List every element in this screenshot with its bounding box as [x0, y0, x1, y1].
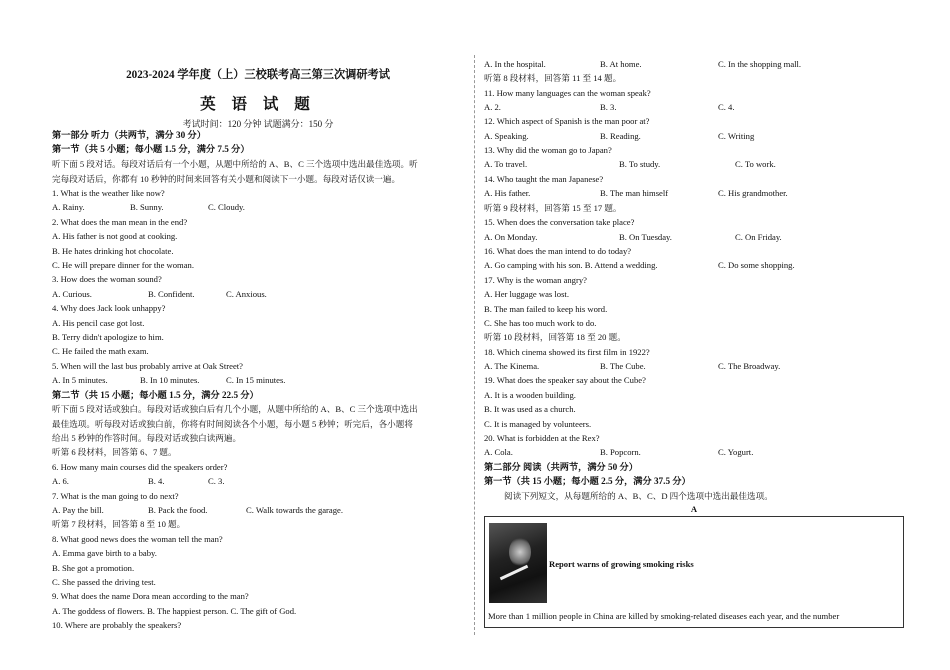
- material-note: 听第 8 段材料，回答第 11 至 14 题。: [484, 73, 622, 83]
- smoke-shape: [509, 537, 531, 567]
- article-title: Report warns of growing smoking risks: [549, 559, 694, 569]
- question-1-options: [52, 201, 245, 213]
- option: B. Confident.: [148, 289, 195, 299]
- passage-a-box: [484, 516, 904, 628]
- option: A. His pencil case got lost.: [52, 318, 145, 328]
- option: A. His father.: [484, 188, 531, 198]
- option: A. To travel.: [484, 159, 528, 169]
- option: B. 3.: [600, 102, 617, 112]
- section2-instructions-2: 最佳选项。听每段对话或独白前，你将有时间阅读各个小题，每小题 5 秒钟；听完后，各小题将: [52, 419, 413, 429]
- option: B. In 10 minutes.: [140, 375, 200, 385]
- option: B. Reading.: [600, 131, 641, 141]
- question-5-options: [52, 374, 285, 386]
- option: C. Yogurt.: [718, 447, 754, 457]
- option: C. Do some shopping.: [718, 260, 795, 270]
- option: C. Anxious.: [226, 289, 267, 299]
- exam-info: 考试时间：120 分钟 试题满分：150 分: [182, 119, 334, 129]
- option: A. Her luggage was lost.: [484, 289, 569, 299]
- option: A. Cola.: [484, 447, 513, 457]
- question-19: 19. What does the speaker say about the Cube?: [484, 375, 646, 385]
- question-20-options: [484, 446, 753, 458]
- option: C. Cloudy.: [208, 202, 245, 212]
- question-18: 18. Which cinema showed its first film in 1922?: [484, 347, 650, 357]
- material-note: 听第 10 段材料，回答第 18 至 20 题。: [484, 332, 626, 342]
- option: B. He hates drinking hot chocolate.: [52, 246, 174, 256]
- part2-instructions: 阅读下列短文，从每题所给的 A、B、C、D 四个选项中选出最佳选项。: [504, 491, 773, 501]
- material-note: 听第 9 段材料，回答第 15 至 17 题。: [484, 203, 622, 213]
- material-note: 听第 6 段材料，回答第 6、7 题。: [52, 447, 177, 457]
- option: A. The Kinema.: [484, 361, 540, 371]
- passage-label: A: [690, 504, 698, 514]
- question-14: 14. Who taught the man Japanese?: [484, 174, 604, 184]
- question-17: 17. Why is the woman angry?: [484, 275, 587, 285]
- option: C. 4.: [718, 102, 735, 112]
- question-4: 4. Why does Jack look unhappy?: [52, 303, 166, 313]
- question-15: 15. When does the conversation take place?: [484, 217, 635, 227]
- option: B. The man himself: [600, 188, 669, 198]
- question-14-options: [484, 187, 788, 199]
- subject-title: 英 语 试 题: [200, 96, 316, 113]
- section2-heading: 第二节（共 15 小题；每小题 1.5 分，满分 22.5 分）: [52, 390, 259, 400]
- smoking-photo: [489, 523, 547, 603]
- question-10-options: [484, 58, 801, 70]
- option: B. 4.: [148, 476, 165, 486]
- part2-section1-heading: 第一节（共 15 小题；每小题 2.5 分，满分 37.5 分）: [484, 476, 691, 486]
- question-7-options: [52, 504, 343, 516]
- option: B. At home.: [600, 59, 642, 69]
- option: A. Curious.: [52, 289, 92, 299]
- option: C. She has too much work to do.: [484, 318, 597, 328]
- section1-heading: 第一节（共 5 小题；每小题 1.5 分，满分 7.5 分）: [52, 144, 250, 154]
- option: A. 6.: [52, 476, 69, 486]
- section1-instructions: 听下面 5 段对话。每段对话后有一个小题，从题中所给的 A、B、C 三个选项中选出最佳选项。听: [52, 159, 418, 169]
- option: B. On Tuesday.: [619, 232, 672, 242]
- question-1: 1. What is the weather like now?: [52, 188, 165, 198]
- option: B. Terry didn't apologize to him.: [52, 332, 164, 342]
- option: B. Pack the food.: [148, 505, 208, 515]
- option: A. Speaking.: [484, 131, 529, 141]
- option: A. In 5 minutes.: [52, 375, 108, 385]
- option: A. It is a wooden building.: [484, 390, 576, 400]
- question-3: 3. How does the woman sound?: [52, 274, 162, 284]
- question-10: 10. Where are probably the speakers?: [52, 620, 182, 630]
- question-11-options: [484, 101, 734, 113]
- option: A. In the hospital.: [484, 59, 546, 69]
- section2-instructions: 听下面 5 段对话或独白。每段对话或独白后有几个小题，从题中所给的 A、B、C 三个选项中选出: [52, 404, 418, 414]
- option: A. On Monday.: [484, 232, 538, 242]
- question-15-options: [484, 231, 782, 243]
- question-6-options: [52, 475, 224, 487]
- cigarette-shape: [500, 565, 528, 580]
- question-13: 13. Why did the woman go to Japan?: [484, 145, 612, 155]
- option: C. 3.: [208, 476, 225, 486]
- option: C. It is managed by volunteers.: [484, 419, 592, 429]
- option: B. Sunny.: [130, 202, 164, 212]
- question-3-options: [52, 288, 267, 300]
- question-12: 12. Which aspect of Spanish is the man poor at?: [484, 116, 650, 126]
- question-9: 9. What does the name Dora mean according to the man?: [52, 591, 249, 601]
- section2-instructions-3: 给出 5 秒钟的作答时间。每段对话或独白读两遍。: [52, 433, 242, 443]
- option: A. Pay the bill.: [52, 505, 104, 515]
- column-divider: [474, 55, 475, 635]
- question-5: 5. When will the last bus probably arrive at Oak Street?: [52, 361, 243, 371]
- option: A. His father is not good at cooking.: [52, 231, 178, 241]
- question-2: 2. What does the man mean in the end?: [52, 217, 188, 227]
- part1-heading: 第一部分 听力（共两节，满分 30 分）: [52, 130, 206, 140]
- option: B. To study.: [619, 159, 661, 169]
- section1-instructions-2: 完每段对话后，你都有 10 秒钟的时间来回答有关小题和阅读下一小题。每段对话仅读一遍。: [52, 174, 401, 184]
- option: C. Writing: [718, 131, 755, 141]
- option: C. She passed the driving test.: [52, 577, 156, 587]
- option: C. In the shopping mall.: [718, 59, 802, 69]
- option: B. She got a promotion.: [52, 563, 135, 573]
- option: B. Popcorn.: [600, 447, 641, 457]
- material-note: 听第 7 段材料，回答第 8 至 10 题。: [52, 519, 186, 529]
- question-18-options: [484, 360, 780, 372]
- option: A. 2.: [484, 102, 501, 112]
- part2-heading: 第二部分 阅读（共两节，满分 50 分）: [484, 462, 638, 472]
- option: B. The man failed to keep his word.: [484, 304, 608, 314]
- question-20: 20. What is forbidden at the Rex?: [484, 433, 600, 443]
- option: C. He failed the math exam.: [52, 346, 149, 356]
- option: A. Rainy.: [52, 202, 85, 212]
- question-6: 6. How many main courses did the speakers order?: [52, 462, 228, 472]
- option: C. The Broadway.: [718, 361, 781, 371]
- question-16: 16. What does the man intend to do today?: [484, 246, 632, 256]
- option: C. Walk towards the garage.: [246, 505, 343, 515]
- exam-title: 2023-2024 学年度（上）三校联考高三第三次调研考试: [126, 69, 390, 81]
- option: C. He will prepare dinner for the woman.: [52, 260, 194, 270]
- option: C. On Friday.: [735, 232, 782, 242]
- question-7: 7. What is the man going to do next?: [52, 491, 179, 501]
- question-16-options: [484, 259, 795, 271]
- option: C. To work.: [735, 159, 776, 169]
- question-11: 11. How many languages can the woman speak?: [484, 88, 651, 98]
- option: B. The Cube.: [600, 361, 646, 371]
- option: C. In 15 minutes.: [226, 375, 286, 385]
- option: A. Go camping with his son. B. Attend a wedding.: [484, 260, 658, 270]
- question-8: 8. What good news does the woman tell the man?: [52, 534, 223, 544]
- option: B. It was used as a church.: [484, 404, 576, 414]
- article-text: More than 1 million people in China are killed by smoking-related diseases each year, and the number: [488, 611, 840, 621]
- question-13-options: [484, 158, 776, 170]
- question-9-options: A. The goddess of flowers. B. The happiest person. C. The gift of God.: [52, 606, 297, 616]
- option: A. Emma gave birth to a baby.: [52, 548, 157, 558]
- question-12-options: [484, 130, 754, 142]
- option: C. His grandmother.: [718, 188, 788, 198]
